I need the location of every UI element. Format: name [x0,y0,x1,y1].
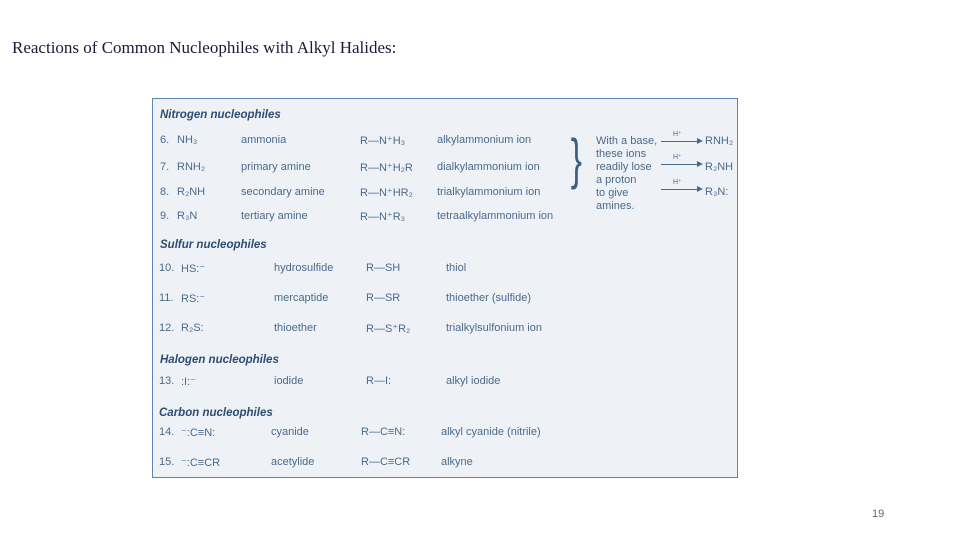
nucleophile-name: mercaptide [274,292,329,304]
nucleophile-formula: ⁻:C≡N: [181,427,216,439]
page-number: 19 [872,508,885,520]
row-number: 8. [160,186,170,198]
product-formula: R—C≡N: [361,426,406,438]
note-line: to give [596,187,629,199]
deprotonation-arrow [661,154,703,168]
nucleophile-table-figure [152,98,738,478]
product-formula: R—N⁺HR₂ [360,187,413,199]
product-formula: R—SR [366,292,401,304]
product-name: trialkylammonium ion [437,186,541,198]
nucleophile-name: acetylide [271,456,315,468]
row-number: 10. [159,262,175,274]
nucleophile-formula: R₂NH [177,186,206,198]
product-name: alkylammonium ion [437,134,532,146]
row-number: 14. [159,426,175,438]
product-formula: R—C≡CR [361,456,411,468]
deprotonated-product: R₂NH [705,161,734,173]
note-line: readily lose [596,161,652,173]
product-name: tetraalkylammonium ion [437,210,554,222]
note-line: With a base, [596,135,658,147]
row-number: 15. [159,456,175,468]
section-carbon: Carbon nucleophiles [159,407,273,419]
note-line: a proton [596,174,637,186]
nucleophile-name: iodide [274,375,304,387]
section-sulfur: Sulfur nucleophiles [160,239,267,251]
product-formula: R—SH [366,262,401,274]
note-line: these ions [596,148,647,160]
nucleophile-formula: R₃N [177,210,198,222]
proton-label: H⁺ [673,154,682,161]
product-name: alkyne [441,456,473,468]
deprotonated-product: RNH₂ [705,135,734,147]
deprotonated-product: R₃N: [705,186,729,198]
proton-label: H⁺ [673,131,682,138]
section-nitrogen: Nitrogen nucleophiles [160,109,281,121]
nucleophile-name: thioether [274,322,317,334]
row-number: 7. [160,161,170,173]
row-number: 12. [159,322,175,334]
product-formula: R—N⁺H₃ [360,135,406,147]
deprotonation-note [596,135,657,213]
product-name: alkyl iodide [446,375,501,387]
nucleophile-formula: RS:⁻ [181,293,206,305]
product-formula: R—N⁺R₃ [360,211,406,223]
product-name: dialkylammonium ion [437,161,540,173]
grouping-brace: } [570,127,582,190]
nucleophile-formula: NH₃ [177,134,198,146]
note-line: amines. [596,200,635,212]
nucleophile-formula: HS:⁻ [181,263,206,275]
product-name: alkyl cyanide (nitrile) [441,426,541,438]
row-number: 11. [159,292,174,304]
slide-title: Reactions of Common Nucleophiles with Alkyl Halides: [12,38,397,57]
product-name: thiol [446,262,467,274]
product-formula: R—N⁺H₂R [360,162,413,174]
nucleophile-formula: R₂S: [181,322,204,334]
nucleophile-name: hydrosulfide [274,262,334,274]
row-number: 13. [159,375,175,387]
nucleophile-name: secondary amine [241,186,325,198]
product-formula: R—S⁺R₂ [366,323,411,335]
nucleophile-formula: ⁻:C≡CR [181,457,221,469]
product-name: trialkylsulfonium ion [446,322,542,334]
section-halogen: Halogen nucleophiles [160,354,279,366]
row-number: 9. [160,210,170,222]
nucleophile-name: ammonia [241,134,287,146]
nucleophile-name: primary amine [241,161,311,173]
product-formula: R—I: [366,375,392,387]
nucleophile-name: tertiary amine [241,210,308,222]
nucleophile-formula: :I:⁻ [181,376,196,388]
proton-label: H⁺ [673,179,682,186]
row-number: 6. [160,134,170,146]
product-name: thioether (sulfide) [446,292,531,304]
deprotonation-arrow [661,179,703,193]
nucleophile-formula: RNH₂ [177,161,206,173]
deprotonation-arrow [661,131,703,145]
nucleophile-name: cyanide [271,426,309,438]
